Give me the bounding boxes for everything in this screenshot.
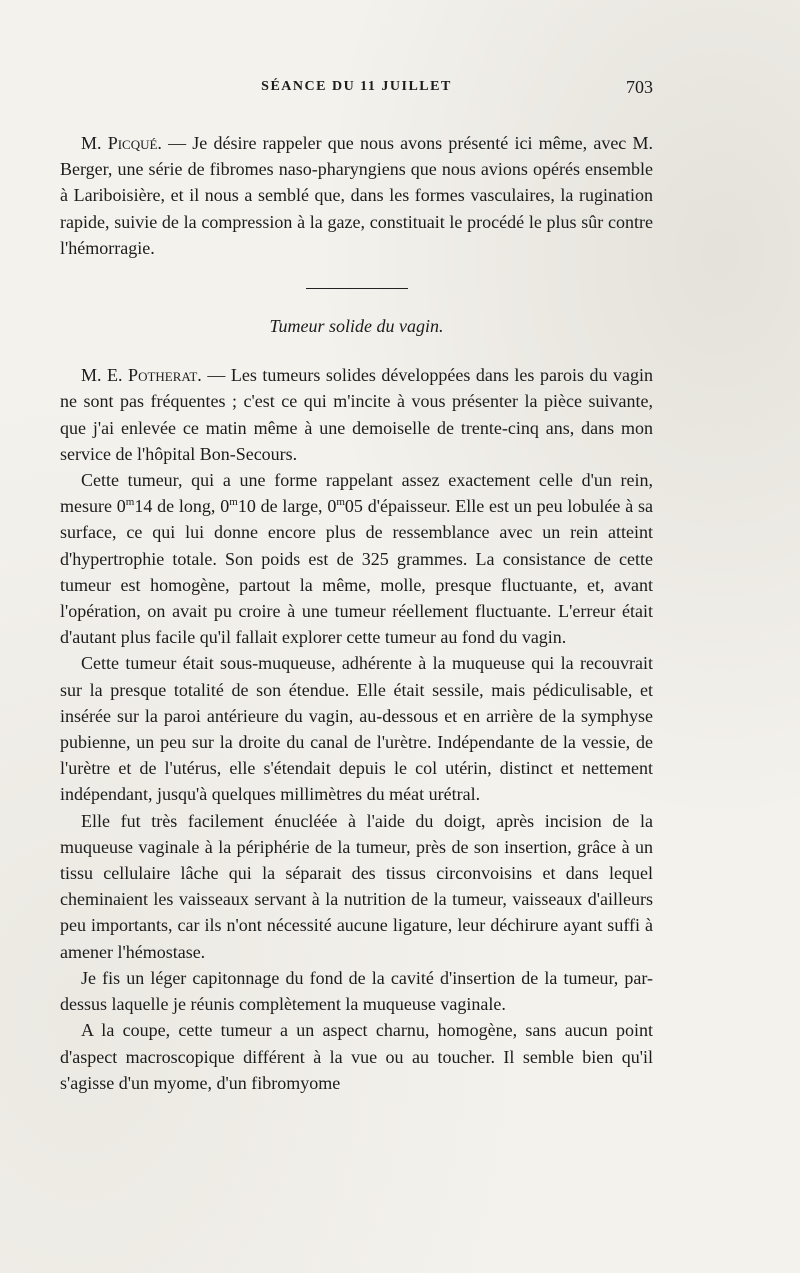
running-title: SÉANCE DU 11 JUILLET [261, 79, 452, 94]
paragraph-text: — Les tumeurs solides développées dans les parois du vagin ne sont pas fréquentes ; c'est ce qui m'incite à vous présenter la pièce suivante, que j'ai enlevée ce matin même à une demoiselle de trente-cinq ans, dans mon service de l'hôpital Bon-Secours. [60, 365, 653, 464]
paragraph-submucous: Cette tumeur était sous-muqueuse, adhérente à la muqueuse qui la recouvrait sur la presque totalité de son étendue. Elle était sessile, mais pédiculisable, et insérée sur la paroi antérieure du vagin, au-dessous et en arrière de la symphyse pubienne, un peu sur la droite du canal de l'urètre. Indépendante de la vessie, de l'urètre et de l'utérus, elle s'étendait depuis le col utérin, distinct et nettement indépendant, jusqu'à quelques millimètres du méat urétral. [60, 653, 653, 805]
paragraph-text: — Je désire rappeler que nous avons présenté ici même, avec M. Berger, une série de fibromes naso-pharyngiens que nous avions opérés ensemble à Lariboisière, et il nous a semblé que, dans les formes vasculaires, la rugination rapide, suivie de la compression à la gaze, constituait le procédé le plus sûr contre l'hémorragie. [60, 133, 653, 258]
page-number: 703 [626, 77, 653, 97]
unit-superscript: m [125, 496, 135, 509]
speaker-name: M. Picqué. [81, 133, 162, 153]
paragraph-capitonnage: Je fis un léger capitonnage du fond de la cavité d'insertion de la tumeur, par-dessus laquelle je réunis complètement la muqueuse vaginale. [60, 967, 653, 1015]
text-fragment: Cette tumeur, qui a une forme rappelant assez exactement celle d'un rein, mesure 0 [60, 470, 653, 517]
text-fragment: 05 d'épaisseur. Elle est un peu lobulée à sa surface, ce qui lui donne encore plus de ressemblance avec un rein atteint d'hypertrophie totale. Son poids est de 325 grammes. La consistance de cette tumeur est homogène, partout la même, molle, presque fluctuante, et, avant l'opération, on avait pu croire à une tumeur réellement fluctuante. L'erreur était d'autant plus facile qu'il fallait explorer cette tumeur au fond du vagin. [60, 496, 653, 648]
unit-superscript: m [229, 496, 238, 509]
body-text [60, 130, 653, 1096]
paragraph-enucleation: Elle fut très facilement énucléée à l'aide du doigt, après incision de la muqueuse vaginale à la périphérie de la tumeur, près de son insertion, grâce à un tissu cellulaire lâche qui la séparait des tissus circonvoisins et dans lequel cheminaient les vaisseaux servant à la nutrition de la tumeur, vaisseaux d'ailleurs peu importants, car ils n'ont nécessité aucune ligature, leur déchirure ayant suffi à amener l'hémostase. [60, 810, 653, 962]
section-divider [306, 288, 408, 289]
text-fragment: 14 de long, 0 [134, 496, 230, 517]
paragraph-dimensions [60, 467, 653, 650]
paragraph-picque [60, 130, 653, 261]
running-head [60, 77, 653, 101]
unit-superscript: m [336, 496, 345, 509]
paragraph-potherat [60, 362, 653, 467]
paragraph-coupe: A la coupe, cette tumeur a un aspect charnu, homogène, sans aucun point d'aspect macroscopique différent à la vue ou au toucher. Il semble bien qu'il s'agisse d'un myome, d'un fibromyome [60, 1020, 653, 1093]
speaker-name: M. E. Potherat. [81, 365, 202, 386]
section-title: Tumeur solide du vagin. [269, 316, 444, 337]
text-fragment: 10 de large, 0 [237, 496, 337, 517]
